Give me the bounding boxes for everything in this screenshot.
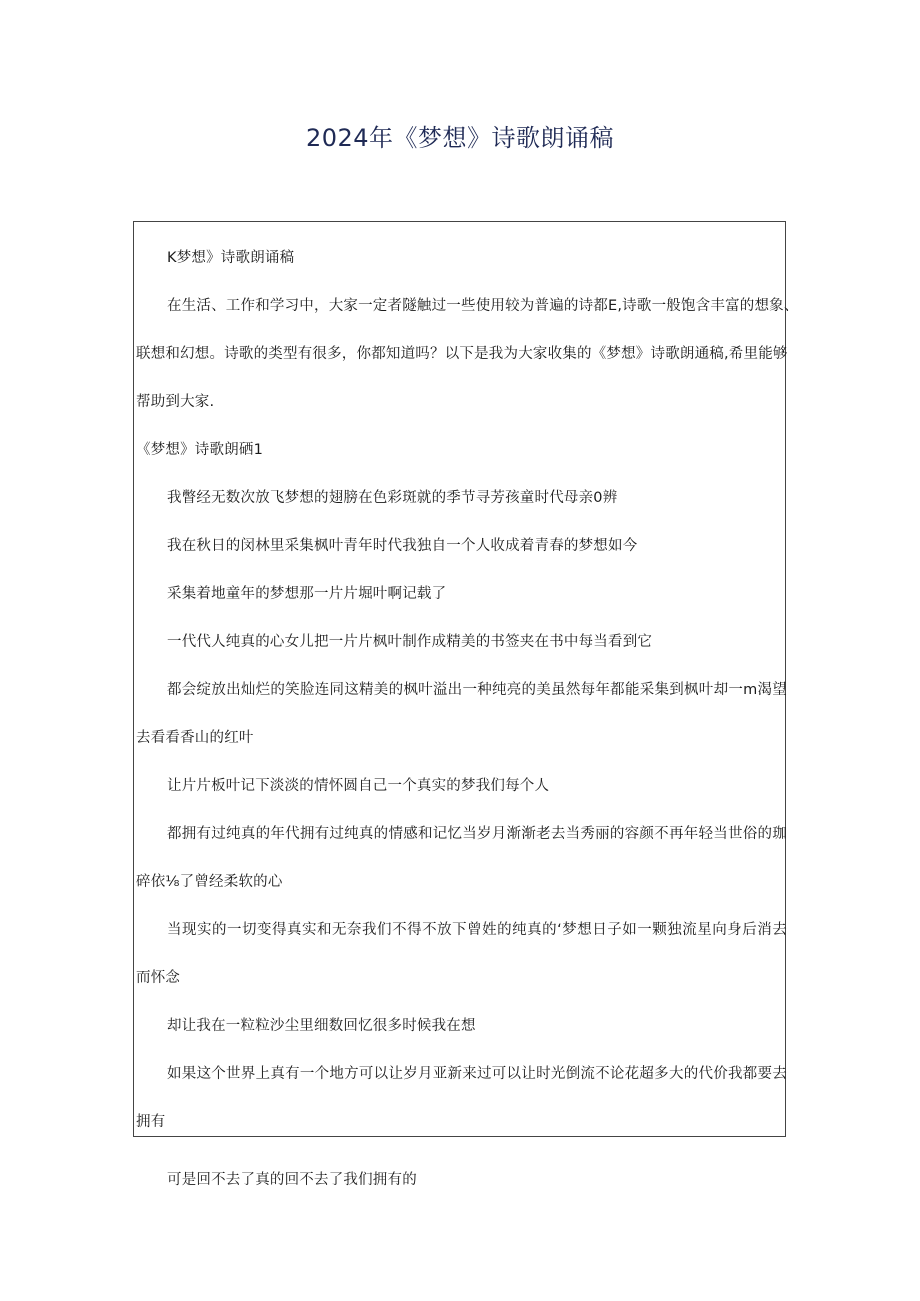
section-heading: 《梦想》诗歌朗硒1 [136,442,264,458]
poem-line: 都会绽放出灿烂的笑脸连同这精美的枫叶溢出一种纯亮的美虽然每年都能采集到枫叶却一m渴望 [167,682,787,698]
poem-line: 碎依⅛了曾经柔软的心 [136,874,283,890]
poem-line: 让片片板叶记下淡淡的情怀圆自己一个真实的梦我们每个人 [167,778,550,794]
poem-line: 我在秋日的闵林里采集枫叶青年时代我独自一个人收成着青春的梦想如今 [167,538,638,554]
intro-line-2: 联想和幻想。诗歌的类型有很多，你都知道吗？以下是我为大家收集的《梦想》诗歌朗通稿,希里能够 [136,346,788,362]
poem-line: 如果这个世界上真有一个地方可以让岁月亚新来过可以让时光倒流不论花超多大的代价我都要去 [167,1066,787,1082]
poem-line: 却让我在一粒粒沙尘里细数回忆很多时候我在想 [167,1018,476,1034]
intro-line-1: 在生活、工作和学习中，大家一定者隧触过一些使用较为普遍的诗都E,诗歌一般饱含丰富的想象、 [167,298,799,314]
poem-heading: K梦想》诗歌朗诵稿 [167,250,295,266]
document-title: 2024年《梦想》诗歌朗诵稿 [305,124,615,152]
poem-line: 拥有 [136,1114,166,1130]
poem-line: 而怀念 [136,970,181,986]
poem-line: 都拥有过纯真的年代拥有过纯真的情感和记忆当岁月渐渐老去当秀丽的容颜不再年轻当世俗的珈 [167,826,787,842]
poem-line: 一代代人纯真的心女儿把一片片枫叶制作成精美的书签夹在书中每当看到它 [167,634,653,650]
poem-line: 当现实的一切变得真实和无奈我们不得不放下曾姓的纯真的‘梦想日子如一颗独流星向身后消去 [167,922,787,938]
poem-line: 可是回不去了真的回不去了我们拥有的 [167,1172,417,1188]
poem-line: 去看看香山的红叶 [136,730,254,746]
intro-line-3: 帮助到大家. [136,394,215,410]
poem-line: 我瞥经无数次放飞梦想的翅膀在色彩斑就的季节寻芳孩童时代母亲0辨 [167,490,618,506]
poem-line: 采集着地童年的梦想那一片片堀叶啊记载了 [167,586,447,602]
